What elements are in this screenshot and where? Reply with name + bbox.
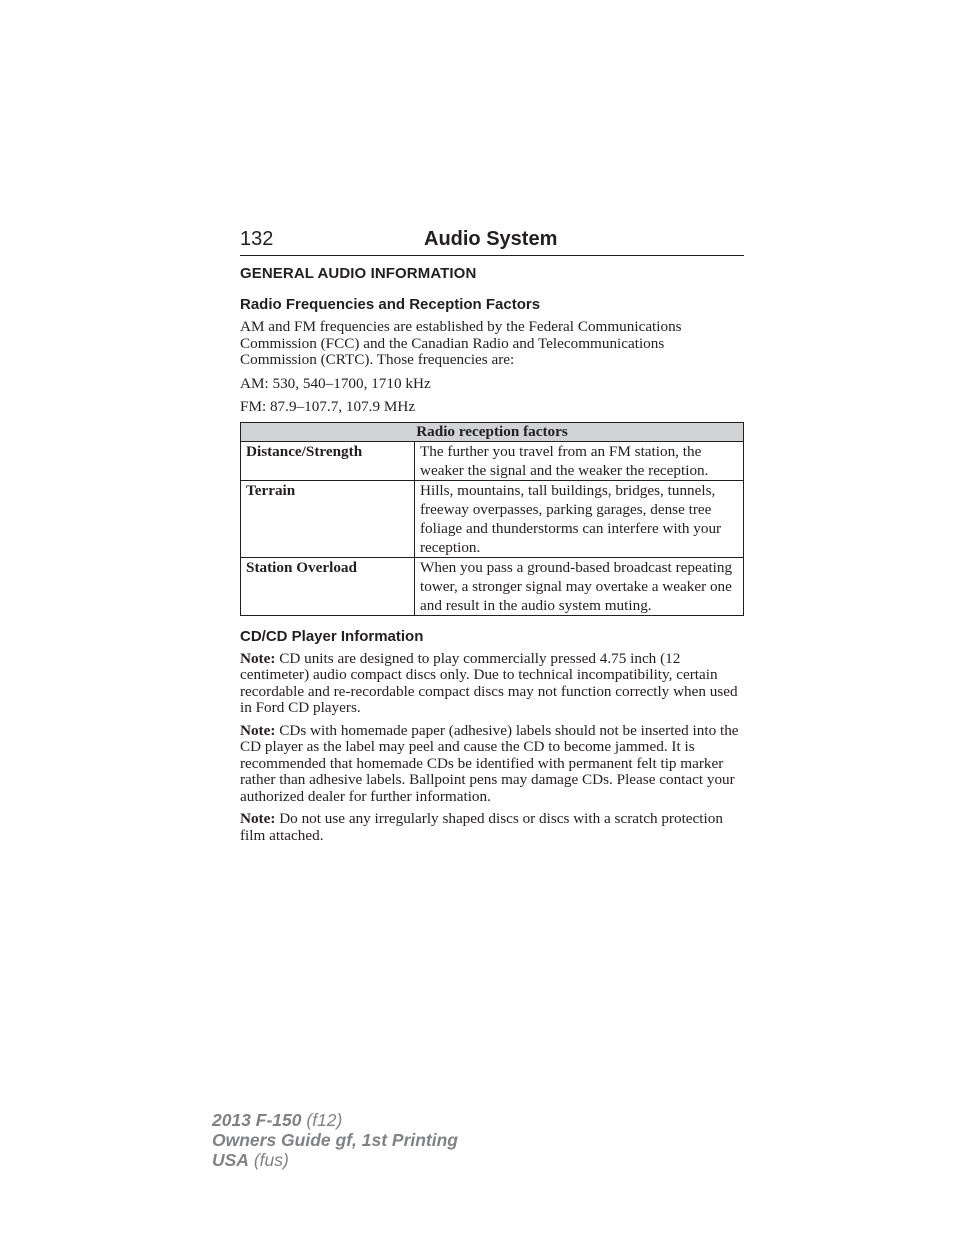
fm-frequencies: FM: 87.9–107.7, 107.9 MHz <box>240 397 416 415</box>
table-row <box>241 480 744 557</box>
footer-market: USA <box>212 1150 249 1170</box>
cd-note-paragraph <box>240 651 744 717</box>
am-frequencies: AM: 530, 540–1700, 1710 kHz <box>240 374 431 392</box>
table-header-row <box>241 422 744 441</box>
radio-subheading: Radio Frequencies and Reception Factors <box>240 296 541 313</box>
print-footer <box>212 1110 458 1170</box>
description-cell: The further you travel from an FM station, the weaker the signal and the weaker the reception. <box>415 441 744 480</box>
note-text: Do not use any irregularly shaped discs or discs with a scratch protection film attached. <box>240 810 723 844</box>
note-text: CDs with homemade paper (adhesive) labels should not be inserted into the CD player as the label may peel and cause the CD to become jammed. It is recommended that homemade CDs be identified with permanent felt tip marker rather than adhesive labels. Ballpoint pens may damage CDs. Please contact your authorized dealer for further information. <box>240 721 739 805</box>
page-title: Audio System <box>424 228 558 250</box>
note-label: Note: <box>240 649 276 667</box>
footer-market-code: (fus) <box>248 1150 289 1170</box>
manual-page <box>240 228 744 844</box>
cd-note-paragraph <box>240 723 744 806</box>
footer-code: (f12) <box>301 1110 343 1130</box>
footer-line <box>212 1130 458 1150</box>
footer-edition: Owners Guide gf, 1st Printing <box>212 1130 458 1150</box>
reception-factors-table <box>240 422 744 616</box>
footer-model: 2013 F-150 <box>212 1110 302 1130</box>
note-text: CD units are designed to play commercially pressed 4.75 inch (12 centimeter) audio compact discs only. Due to technical incompatibility, certain recordable and re-recordable compact discs may not function correctly when used in Ford CD players. <box>240 649 738 716</box>
cd-note-paragraph <box>240 811 744 844</box>
note-label: Note: <box>240 810 276 827</box>
description-cell: When you pass a ground-based broadcast repeating tower, a stronger signal may overtake a weaker one and result in the audio system muting. <box>415 557 744 615</box>
factor-cell: Terrain <box>241 480 415 557</box>
table-title: Radio reception factors <box>241 422 744 441</box>
page-number: 132 <box>240 228 274 250</box>
page-header <box>240 228 744 256</box>
radio-intro-paragraph: AM and FM frequencies are established by the Federal Communications Commission (FCC) and the Canadian Radio and Telecommunications Commission (CRTC). Those frequencies are: <box>240 318 682 368</box>
factor-cell: Distance/Strength <box>241 441 415 480</box>
footer-line <box>212 1110 458 1130</box>
section-heading: GENERAL AUDIO INFORMATION <box>240 265 477 282</box>
table-row <box>241 441 744 480</box>
cd-subheading: CD/CD Player Information <box>240 627 424 645</box>
description-cell: Hills, mountains, tall buildings, bridges, tunnels, freeway overpasses, parking garages, dense tree foliage and thunderstorms can interfere with your reception. <box>415 480 744 557</box>
note-label: Note: <box>240 721 276 739</box>
factor-cell: Station Overload <box>241 557 415 615</box>
footer-line <box>212 1150 458 1170</box>
table-row <box>241 557 744 615</box>
